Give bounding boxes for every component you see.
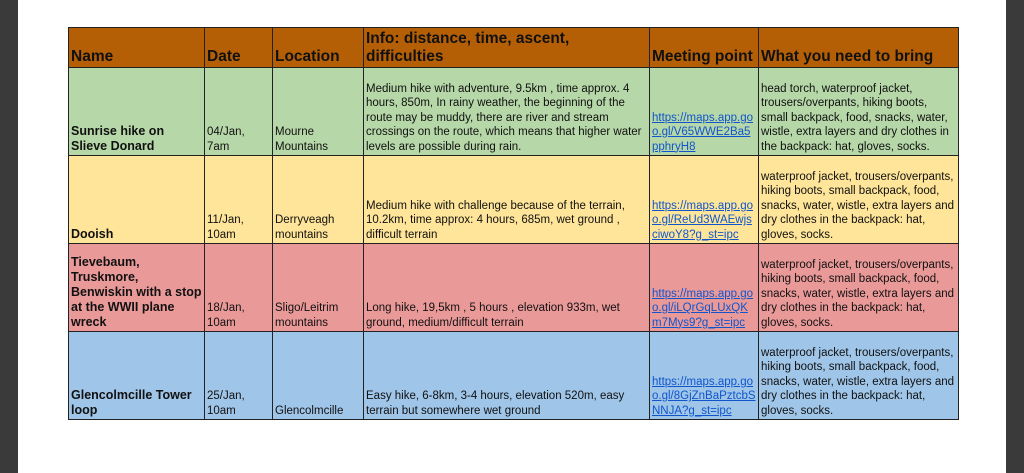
meeting-point-link[interactable]: https://maps.app.goo.gl/iLQrGqLUxQKm7Mys9?g_st=ipc xyxy=(652,287,754,329)
header-what-to-bring: What you need to bring xyxy=(759,28,959,68)
hike-schedule-table xyxy=(68,27,959,420)
meeting-point-cell xyxy=(650,244,759,332)
hike-info: Long hike, 19,5km , 5 hours , elevation 933m, wet ground, medium/difficult terrain xyxy=(364,244,650,332)
header-name: Name xyxy=(69,28,205,68)
meeting-point-cell xyxy=(650,332,759,420)
document-page xyxy=(18,0,1006,473)
table-row xyxy=(69,156,959,244)
meeting-point-link[interactable]: https://maps.app.goo.gl/8GjZnBaPztcbSNNJA?g_st=ipc xyxy=(652,375,756,417)
header-meeting-point: Meeting point xyxy=(650,28,759,68)
table-row xyxy=(69,332,959,420)
hike-location: Glencolmcille xyxy=(273,332,364,420)
hike-info: Medium hike with adventure, 9.5km , time approx. 4 hours, 850m, In rainy weather, the beginning of the route may be muddy, there are river and stream crossings on the route, which means that higher water levels are possible during rain. xyxy=(364,68,650,156)
header-row xyxy=(69,28,959,68)
meeting-point-link[interactable]: https://maps.app.goo.gl/V65WWE2Ba5pphryH8 xyxy=(652,111,754,153)
table-row xyxy=(69,244,959,332)
what-to-bring: waterproof jacket, trousers/overpants, hiking boots, small backpack, food, snacks, water, wistle, extra layers and dry clothes in the backpack: hat, gloves, socks. xyxy=(759,244,959,332)
hike-info: Medium hike with challenge because of the terrain, 10.2km, time approx: 4 hours, 685m, wet ground , difficult terrain xyxy=(364,156,650,244)
header-location: Location xyxy=(273,28,364,68)
meeting-point-cell xyxy=(650,156,759,244)
what-to-bring: head torch, waterproof jacket, trousers/overpants, hiking boots, small backpack, food, snacks, water, wistle, extra layers and dry clothes in the backpack: hat, gloves, socks. xyxy=(759,68,959,156)
what-to-bring: waterproof jacket, trousers/overpants, hiking boots, small backpack, food, snacks, water, wistle, extra layers and dry clothes in the backpack: hat, gloves, socks. xyxy=(759,156,959,244)
hike-date: 04/Jan, 7am xyxy=(205,68,273,156)
hike-name: Glencolmcille Tower loop xyxy=(69,332,205,420)
hike-date: 11/Jan, 10am xyxy=(205,156,273,244)
hike-location: Derryveagh mountains xyxy=(273,156,364,244)
what-to-bring: waterproof jacket, trousers/overpants, hiking boots, small backpack, food, snacks, water, wistle, extra layers and dry clothes in the backpack: hat, gloves, socks. xyxy=(759,332,959,420)
hike-location: Mourne Mountains xyxy=(273,68,364,156)
meeting-point-link[interactable]: https://maps.app.goo.gl/ReUd3WAEwjsciwoY8?g_st=ipc xyxy=(652,199,754,241)
hike-name: Tievebaum, Truskmore, Benwiskin with a stop at the WWII plane wreck xyxy=(69,244,205,332)
table-row xyxy=(69,68,959,156)
hike-date: 18/Jan, 10am xyxy=(205,244,273,332)
hike-location: Sligo/Leitrim mountains xyxy=(273,244,364,332)
hike-info: Easy hike, 6-8km, 3-4 hours, elevation 520m, easy terrain but somewhere wet ground xyxy=(364,332,650,420)
hike-date: 25/Jan, 10am xyxy=(205,332,273,420)
hike-name: Dooish xyxy=(69,156,205,244)
meeting-point-cell xyxy=(650,68,759,156)
hike-name: Sunrise hike on Slieve Donard xyxy=(69,68,205,156)
header-info: Info: distance, time, ascent, difficulties xyxy=(364,28,650,68)
header-date: Date xyxy=(205,28,273,68)
